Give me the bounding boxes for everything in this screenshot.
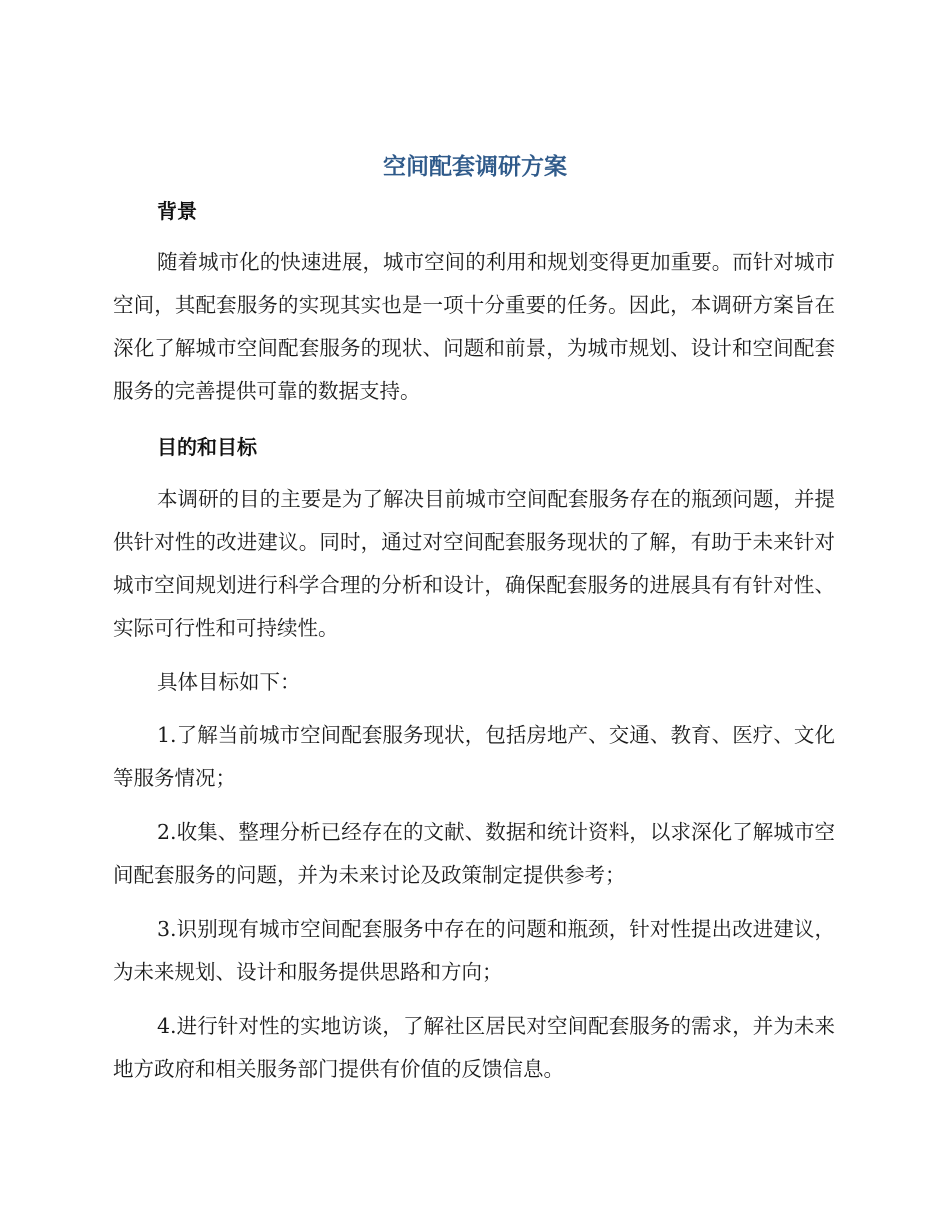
list-item-goal-1: 1.了解当前城市空间配套服务现状，包括房地产、交通、教育、医疗、文化等服务情况； (113, 723, 835, 790)
section-heading-background: 背景 (157, 199, 197, 223)
list-item-goal-2: 2.收集、整理分析已经存在的文献、数据和统计资料，以求深化了解城市空间配套服务的问题，并为未来讨论及政策制定提供参考； (113, 820, 835, 887)
paragraph-goals-intro: 具体目标如下： (157, 670, 301, 694)
section-heading-goals: 目的和目标 (157, 435, 257, 459)
paragraph-background: 随着城市化的快速进展，城市空间的利用和规划变得更加重要。而针对城市空间，其配套服务的实现其实也是一项十分重要的任务。因此，本调研方案旨在深化了解城市空间配套服务的现状、问题和前景，为城市规划、设计和空间配套服务的完善提供可靠的数据支持。 (113, 250, 835, 403)
document-title: 空间配套调研方案 (383, 154, 567, 180)
list-item-goal-4: 4.进行针对性的实地访谈，了解社区居民对空间配套服务的需求，并为未来地方政府和相关服务部门提供有价值的反馈信息。 (113, 1014, 835, 1081)
list-item-goal-3: 3.识别现有城市空间配套服务中存在的问题和瓶颈，针对性提出改进建议，为未来规划、设计和服务提供思路和方向； (113, 917, 835, 984)
paragraph-purpose: 本调研的目的主要是为了解决目前城市空间配套服务存在的瓶颈问题，并提供针对性的改进建议。同时，通过对空间配套服务现状的了解，有助于未来针对城市空间规划进行科学合理的分析和设计，确保配套服务的进展具有有针对性、实际可行性和可持续性。 (113, 487, 835, 640)
